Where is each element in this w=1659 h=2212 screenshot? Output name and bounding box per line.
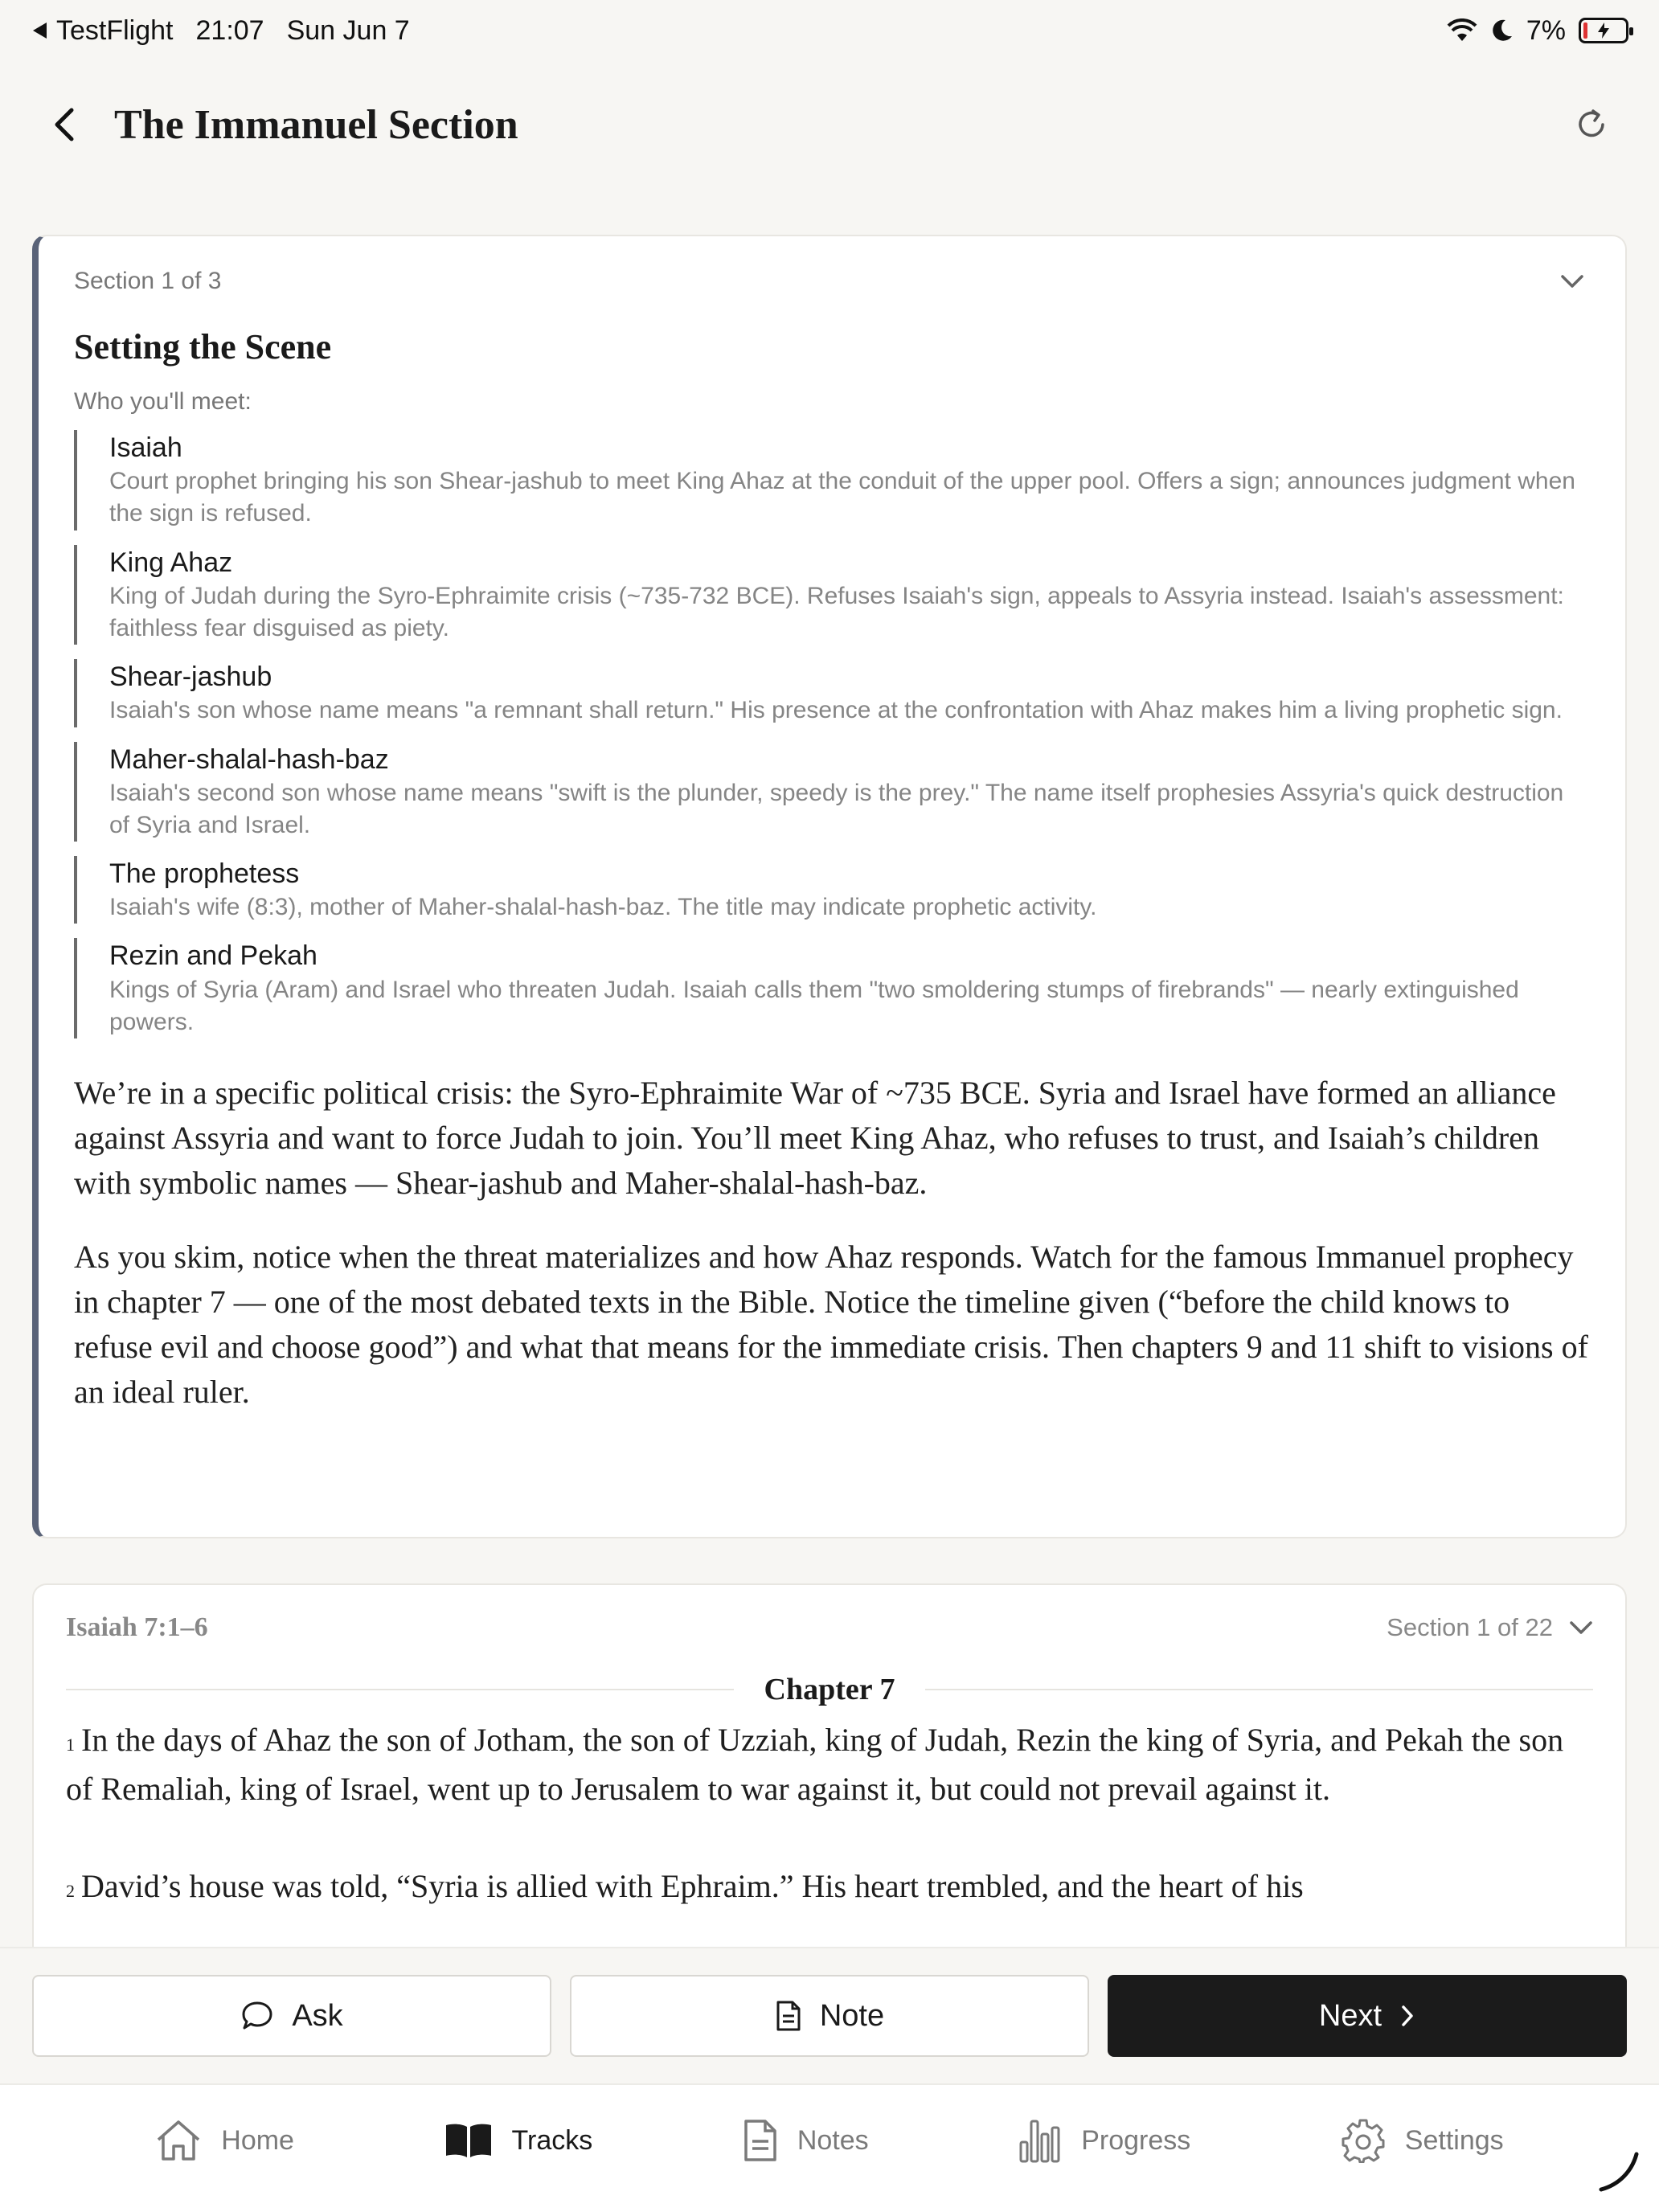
- ask-button[interactable]: [32, 1975, 551, 2057]
- person-name: Rezin and Pekah: [109, 940, 317, 972]
- chevron-left-icon: [52, 107, 76, 142]
- people-list: [74, 430, 1590, 1038]
- tab-tracks[interactable]: [444, 2122, 593, 2159]
- scripture-reference: Isaiah 7:1–6: [66, 1612, 208, 1642]
- verse-text: In the days of Ahaz the son of Jotham, the son of Uzziah, king of Judah, Rezin the king of Syria, and Pekah the son of Remaliah, king of Israel, went up to Jerusalem to war against it, but could not prevail against it.: [66, 1722, 1564, 1807]
- back-app-label: TestFlight: [56, 14, 174, 46]
- gear-icon: [1341, 2118, 1386, 2163]
- back-triangle-icon: [31, 21, 48, 40]
- tab-notes[interactable]: [743, 2119, 869, 2162]
- next-label: Next: [1318, 1998, 1382, 2033]
- tab-bar: [0, 2083, 1659, 2212]
- book-icon: [444, 2122, 493, 2159]
- chapter-divider: [66, 1672, 1593, 1707]
- tab-progress-label: Progress: [1081, 2124, 1191, 2156]
- home-icon: [155, 2119, 202, 2162]
- intro-paragraph: We’re in a specific political crisis: the Syro-Ephraimite War of ~735 BCE. Syria and Israel have formed an alliance against Assyria and want to force Judah to join. You’ll meet King Ahaz, who refuses to trust, and Isaiah’s children with symbolic names — Shear-jashub and Maher-shalal-hash-baz.: [74, 1075, 1556, 1201]
- person-name: Maher-shalal-hash-baz: [109, 743, 389, 775]
- nav-header: [0, 80, 1659, 169]
- next-button[interactable]: [1108, 1975, 1627, 2057]
- person-name: The prophetess: [109, 858, 300, 890]
- intro-title: Setting the Scene: [74, 327, 332, 367]
- status-bar: [0, 0, 1659, 61]
- tab-home-label: Home: [221, 2124, 294, 2156]
- person-item: [74, 938, 1590, 1038]
- page-title: The Immanuel Section: [114, 101, 518, 148]
- intro-body: [74, 1071, 1590, 1415]
- verse-text: David’s house was told, “Syria is allied with Ephraim.” His heart trembled, and the heart of his: [81, 1868, 1304, 1904]
- status-date: Sun Jun 7: [286, 14, 410, 46]
- person-item: [74, 659, 1590, 727]
- corner-indicator-icon: [1595, 2148, 1643, 2196]
- person-name: King Ahaz: [109, 547, 233, 578]
- tab-tracks-label: Tracks: [511, 2124, 593, 2156]
- scripture-section-toggle[interactable]: [1387, 1613, 1593, 1642]
- action-bar: [0, 1947, 1659, 2083]
- chevron-down-icon: [1569, 1620, 1593, 1636]
- intro-card: [32, 235, 1627, 1538]
- refresh-icon: [1574, 107, 1609, 142]
- ask-label: Ask: [292, 1998, 343, 2033]
- chat-bubble-icon: [240, 2000, 274, 2032]
- battery-percent: 7%: [1526, 14, 1566, 46]
- person-description: King of Judah during the Syro-Ephraimite crisis (~735-732 BCE). Refuses Isaiah's sign, appeals to Assyria instead. Isaiah's assessment: faithless fear disguised as piety.: [109, 582, 1564, 641]
- status-left: [31, 15, 410, 47]
- person-item: [74, 430, 1590, 530]
- bar-chart-icon: [1018, 2118, 1062, 2163]
- meet-label: Who you'll meet:: [74, 388, 252, 415]
- back-button[interactable]: [39, 99, 90, 150]
- verse-number: 1: [66, 1735, 75, 1755]
- scripture-card: [32, 1583, 1627, 1953]
- person-item: [74, 742, 1590, 842]
- verse: [66, 1862, 1593, 1911]
- person-description: Court prophet bringing his son Shear-jashub to meet King Ahaz at the conduit of the upper pool. Offers a sign; announces judgment when the sign is refused.: [109, 468, 1575, 527]
- collapse-intro-button[interactable]: [1555, 264, 1590, 299]
- chevron-right-icon: [1399, 2004, 1415, 2028]
- person-name: Isaiah: [109, 432, 182, 463]
- tab-settings[interactable]: [1341, 2118, 1504, 2163]
- intro-paragraph: As you skim, notice when the threat materializes and how Ahaz responds. Watch for the famous Immanuel prophecy in chapter 7 — one of the most debated texts in the Bible. Notice the timeline given (“before the child knows to refuse evil and choose good”) and what that means for the immediate crisis. Then chapters 9 and 11 shift to visions of an ideal ruler.: [74, 1239, 1588, 1410]
- status-right: [1446, 15, 1628, 47]
- person-description: Isaiah's wife (8:3), mother of Maher-shalal-hash-baz. The title may indicate prophetic activity.: [109, 894, 1097, 921]
- person-name: Shear-jashub: [109, 662, 272, 693]
- person-description: Isaiah's son whose name means "a remnant shall return." His presence at the confrontation with Ahaz makes him a living prophetic sign.: [109, 697, 1563, 724]
- moon-icon: [1491, 18, 1514, 43]
- document-icon: [775, 2000, 802, 2032]
- chevron-down-icon: [1560, 273, 1584, 289]
- chapter-heading: Chapter 7: [764, 1673, 895, 1706]
- wifi-icon: [1446, 18, 1478, 43]
- person-item: [74, 856, 1590, 924]
- person-description: Isaiah's second son whose name means "swift is the plunder, speedy is the prey." The name itself prophesies Assyria's quick destruction of Syria and Israel.: [109, 779, 1564, 838]
- note-button[interactable]: [570, 1975, 1089, 2057]
- tab-progress[interactable]: [1018, 2118, 1190, 2163]
- verse: [66, 1715, 1593, 1813]
- scripture-section-counter: Section 1 of 22: [1387, 1613, 1553, 1641]
- person-description: Kings of Syria (Aram) and Israel who threaten Judah. Isaiah calls them "two smoldering stumps of firebrands" — nearly extinguished powers.: [109, 976, 1519, 1035]
- status-time: 21:07: [195, 14, 264, 46]
- tab-settings-label: Settings: [1404, 2124, 1504, 2156]
- verse-number: 2: [66, 1881, 75, 1901]
- section-counter: Section 1 of 3: [74, 268, 222, 294]
- tab-home[interactable]: [155, 2119, 294, 2162]
- back-to-app[interactable]: [31, 15, 174, 47]
- document-icon: [743, 2119, 778, 2162]
- battery-icon: [1579, 18, 1628, 43]
- refresh-button[interactable]: [1563, 96, 1620, 154]
- note-label: Note: [819, 1998, 885, 2033]
- tab-notes-label: Notes: [797, 2124, 869, 2156]
- person-item: [74, 545, 1590, 645]
